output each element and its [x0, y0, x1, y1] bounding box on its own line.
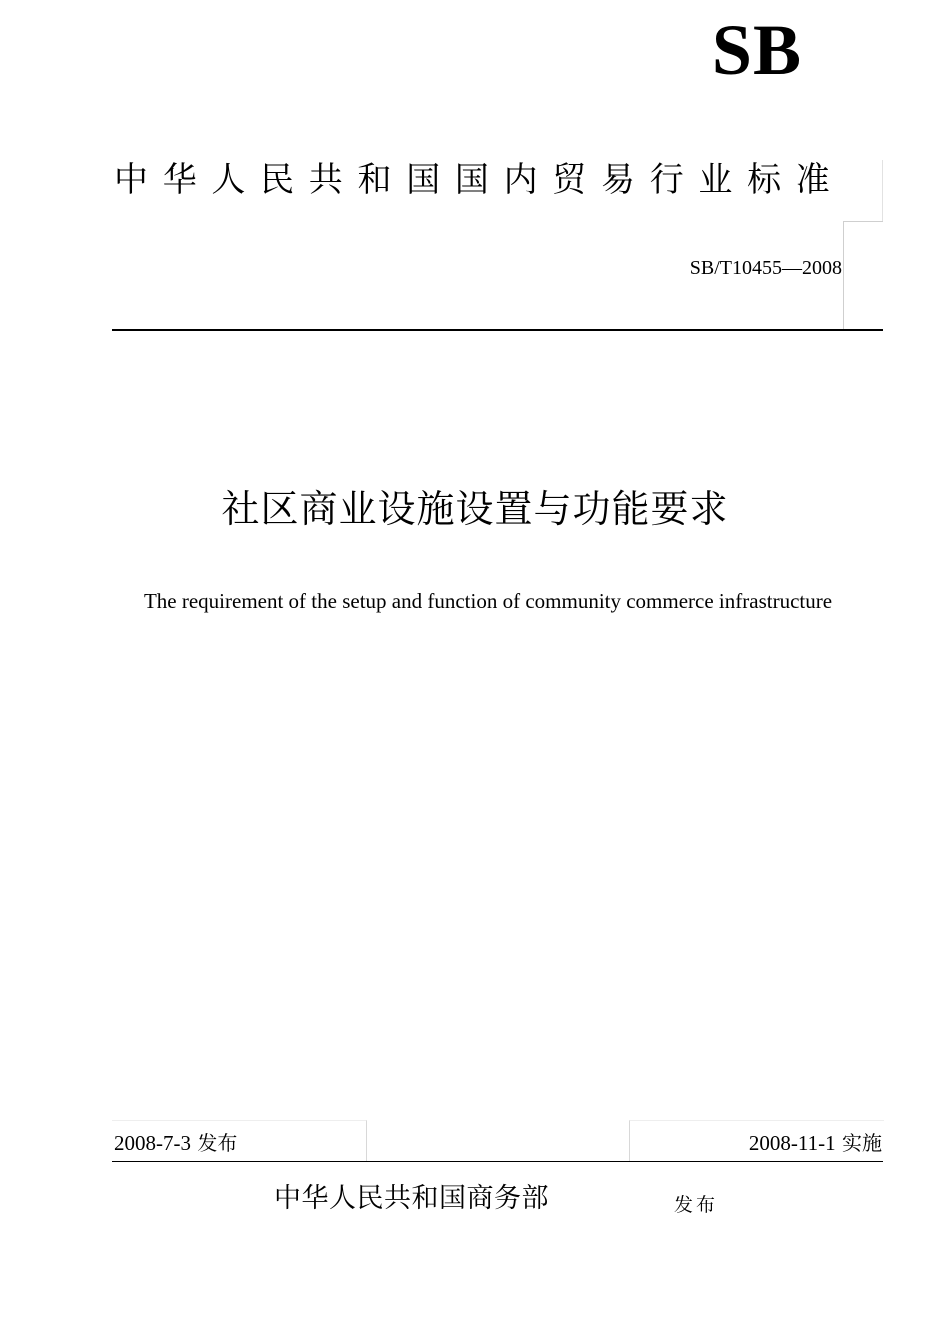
implementation-date — [749, 1130, 882, 1156]
bottom-divider — [112, 1161, 883, 1162]
implementation-date-value: 2008-11-1 — [748, 1131, 836, 1155]
publisher-name: 中华人民共和国商务部 — [274, 1183, 549, 1214]
top-divider — [112, 329, 883, 331]
standard-category-title: 中华人民共和国国内贸易行业标准 — [114, 160, 845, 200]
issue-date-label: 发布 — [197, 1131, 238, 1155]
frame-line — [843, 221, 883, 222]
standard-code: SB/T10455—2008 — [689, 257, 842, 279]
issue-date — [114, 1130, 237, 1156]
sb-logo-text: SB — [711, 10, 802, 90]
publish-label: 发布 — [674, 1194, 719, 1216]
document-title-english: The requirement of the setup and function of community commerce infrastructure — [143, 589, 833, 613]
document-title-chinese: 社区商业设施设置与功能要求 — [221, 487, 729, 531]
frame-line — [843, 221, 844, 329]
implementation-date-label: 实施 — [842, 1131, 882, 1155]
issue-date-value: 2008-7-3 — [114, 1131, 191, 1155]
frame-line — [882, 160, 883, 222]
